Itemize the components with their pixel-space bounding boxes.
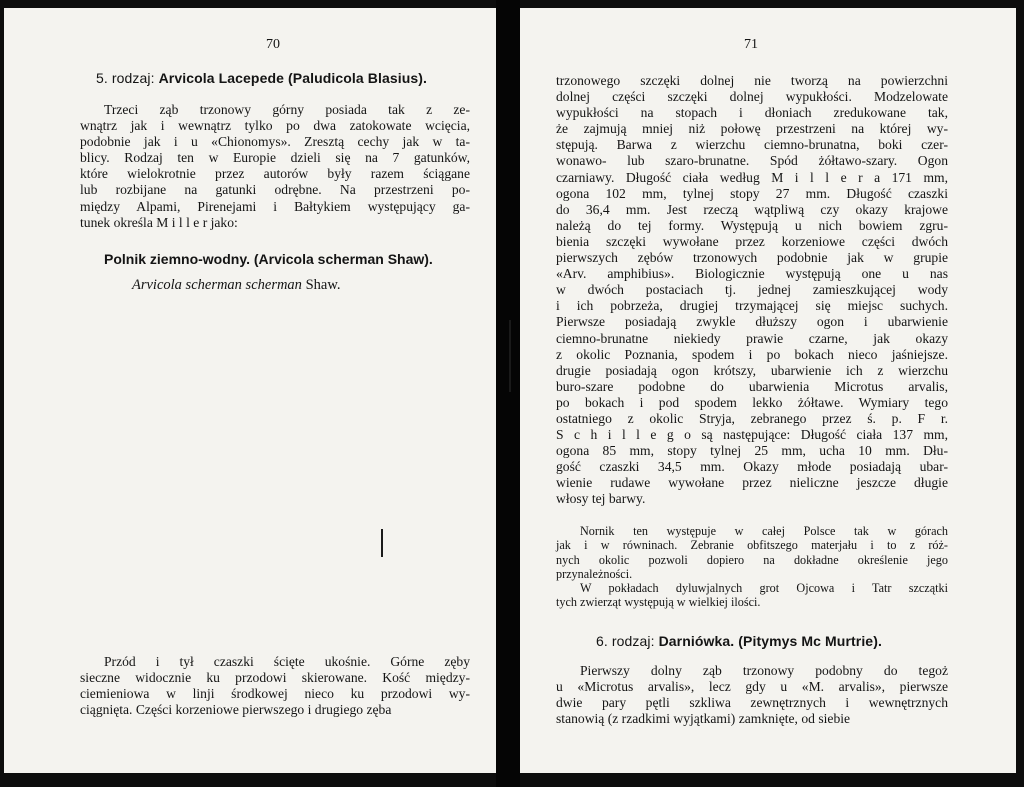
- text-line: włosy tej barwy.: [556, 491, 646, 507]
- species-description-continued: [556, 73, 948, 508]
- text-line: ciągnięta. Części korzeniowe pierwszego i drugiego zęba: [80, 702, 392, 718]
- latin-name-author: Shaw.: [301, 277, 341, 293]
- right-page: [520, 8, 1016, 773]
- scan-mark: [509, 320, 511, 392]
- latin-name-text: Arvicola scherman scherman: [132, 277, 302, 293]
- latin-species-name: [132, 277, 340, 294]
- text-line: czarniawy. Długość ciała według M i l l e r a 171 mm,: [556, 169, 948, 185]
- text-line: Pierwsze posiadają zwykle dłuższy ogon i ubarwienie: [556, 314, 948, 330]
- book-spine: [496, 0, 520, 787]
- text-line: drugie posiadają ogon krótszy, ubarwienie ich z wierzchu: [556, 362, 948, 378]
- section-heading: [96, 70, 427, 86]
- text-line: ciemno-brunatne niekiedy prawie czarne, jak okazy: [556, 330, 948, 346]
- text-line: lub rozbijane na gatunki odrębne. Na przestrzeni po-: [80, 182, 470, 198]
- left-page: [4, 8, 496, 773]
- page-number: 71: [744, 37, 758, 52]
- text-line: z okolic Poznania, spodem i po bokach nieco jaśniejsze.: [556, 346, 948, 362]
- section-heading-prefix: 5. rodzaj:: [96, 70, 159, 86]
- text-line: że zajmują mniej niż połowę przestrzeni na której wy-: [556, 121, 948, 137]
- text-line: wypukłości na stopach i dłoniach zredukowane tak,: [556, 105, 948, 121]
- text-line: Nornik ten występuje w całej Polsce tak w górach: [580, 524, 948, 538]
- text-line: Trzeci ząb trzonowy górny posiada tak z ze-: [104, 102, 470, 117]
- species-heading: Polnik ziemno-wodny. (Arvicola scherman Shaw).: [104, 251, 433, 267]
- page-number: 70: [266, 37, 280, 52]
- text-line: tych zwierząt występują w wielkiej ilości.: [556, 595, 761, 610]
- text-line: gość czaszki 34,5 mm. Okazy młode posiadają ubar-: [556, 459, 948, 475]
- text-line: wonawo- lub szaro-brunatne. Spód żółtawo-szary. Ogon: [556, 153, 948, 169]
- text-line: Pierwszy dolny ząb trzonowy podobny do tegoż: [580, 663, 948, 678]
- text-line: wnątrz jak i wewnątrz tylko po dwa zatokowate wcięcia,: [80, 118, 470, 134]
- text-line: stępują. Barwa z wierzchu ciemno-brunatna, boki czer-: [556, 137, 948, 153]
- text-line: «Arv. amphibius». Biologicznie występują one u nas: [556, 266, 948, 282]
- text-line: S c h i l l e g o są następujące: Długość ciała 137 mm,: [556, 427, 948, 443]
- text-line: u «Microtus arvalis», lecz gdy u «M. arvalis», pierwsze: [556, 679, 948, 695]
- text-line: dwie pary pętli szkliwa zewnętrznych i wewnętrznych: [556, 695, 948, 711]
- text-line: do 36,4 mm. Jest rzeczą wątpliwą czy okazy krajowe: [556, 201, 948, 217]
- text-line: należą do tej formy. Występują u nich bowiem zgru-: [556, 217, 948, 233]
- text-line: nych okolic pozwoli dopiero na dokładne określenie jego: [556, 552, 948, 567]
- text-line: pierwszych zębów trzonowych podobnie jak w grupie: [556, 250, 948, 266]
- text-line: i ich pobrzeża, drugiej trzymającej się miejsc suchych.: [556, 298, 948, 314]
- section-heading: [596, 633, 882, 649]
- text-line: blicy. Rodzaj ten w Europie dzieli się na 7 gatunków,: [80, 150, 470, 166]
- text-line: W pokładach dyluwjalnych grot Ojcowa i Tatr szczątki: [580, 581, 948, 596]
- text-line: ogona 85 mm, stopy tylnej 25 mm, ucha 10 mm. Dłu-: [556, 443, 948, 459]
- section-heading-prefix: 6. rodzaj:: [596, 633, 659, 649]
- text-line: ostatniego z okolic Stryja, zebranego przez ś. p. F r.: [556, 410, 948, 426]
- text-line: tunek określa M i l l e r jako:: [80, 214, 238, 230]
- text-line: podobnie jak i u «Chionomys». Zresztą cechy jak w ta-: [80, 134, 470, 150]
- text-line: dolnej części szczęki dolnej wypukłości. Modzelowate: [556, 89, 948, 105]
- scan-mark: [381, 529, 383, 557]
- text-line: Przód i tył czaszki ścięte ukośnie. Górne zęby: [104, 654, 470, 669]
- text-line: bienia szczęki wywołane przez korzeniowe części dwóch: [556, 233, 948, 249]
- text-line: po bokach i pod spodem lekko żółtawe. Wymiary tego: [556, 394, 948, 410]
- text-line: ciemieniowa w linji środkowej nieco ku przodowi wy-: [80, 686, 470, 702]
- text-line: buro-szare podobne do ubarwienia Microtus arvalis,: [556, 378, 948, 394]
- text-line: które wielokrotnie przez autorów były razem ściągane: [80, 166, 470, 182]
- text-line: wienie rudawe wywołane przez nieliczne jeszcze długie: [556, 475, 948, 491]
- genus-description-paragraph: [80, 102, 470, 231]
- text-line: w dwóch postaciach tj. jednej zamieszkującej wody: [556, 282, 948, 298]
- section-heading-genus: Arvicola Lacepede (Paludicola Blasius).: [158, 70, 428, 86]
- text-line: trzonowego szczęki dolnej nie tworzą na powierzchni: [556, 73, 948, 88]
- genus-description-paragraph: [556, 663, 948, 727]
- distribution-note: [556, 524, 948, 610]
- section-heading-genus: Darniówka. (Pitymys Mc Murtrie).: [658, 633, 882, 649]
- text-line: stanowią (z rzadkimi wyjątkami) zamknięte, od siebie: [556, 711, 851, 727]
- text-line: ogona 102 mm, tylnej stopy 27 mm. Długość czaszki: [556, 185, 948, 201]
- text-line: sieczne widocznie ku przodowi skierowane. Kość między-: [80, 670, 470, 686]
- text-line: między Alpami, Pirenejami i Bałtykiem występujący ga-: [80, 198, 470, 214]
- text-line: przynależności.: [556, 566, 633, 581]
- text-line: jak i w równinach. Zebranie obfitszego materjału i to z róż-: [556, 538, 948, 553]
- species-description-paragraph: [80, 654, 470, 718]
